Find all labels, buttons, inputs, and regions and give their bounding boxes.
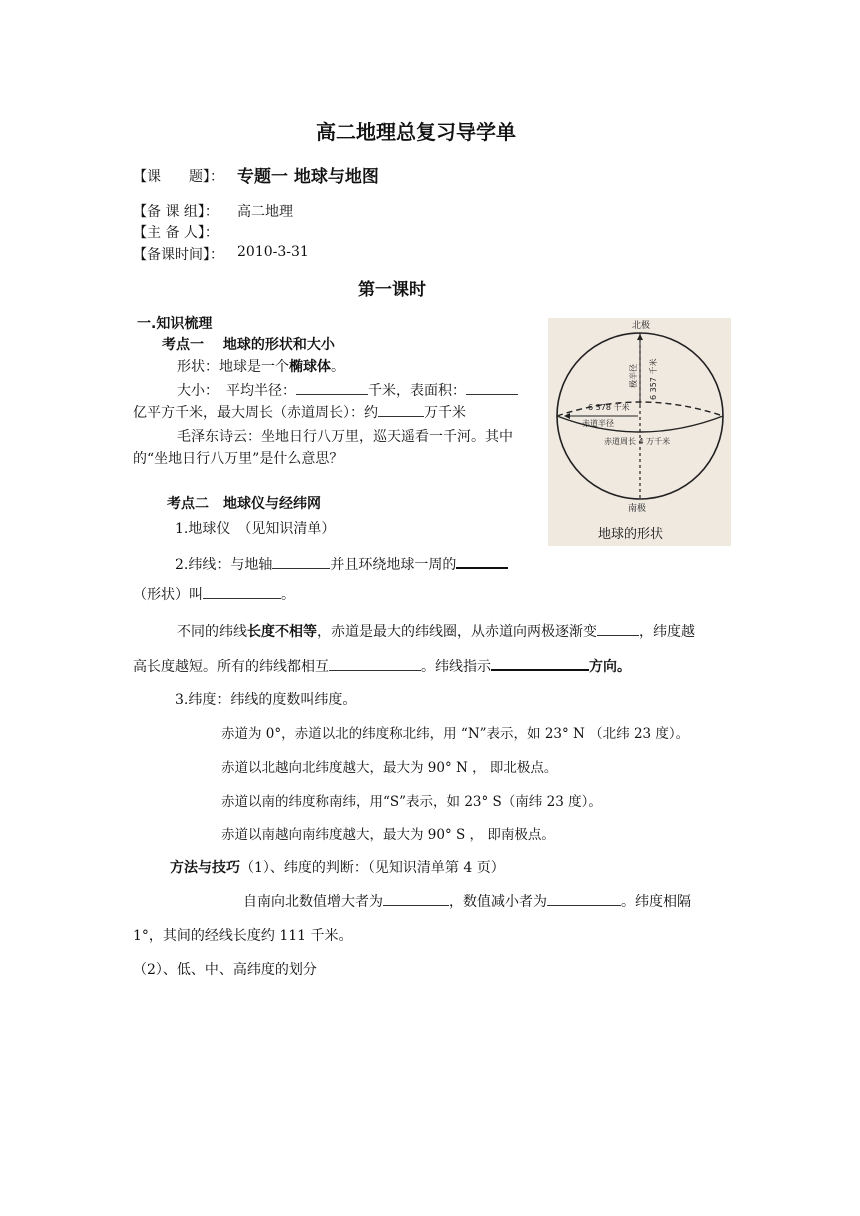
south-lat-blank[interactable] — [547, 891, 621, 906]
section-heading: 一.知识梳理 — [137, 316, 213, 332]
judge-line2: 1°，其间的经线长度约 111 千米。 — [133, 928, 353, 944]
eq-circ-label: 赤道周长 4 万千米 — [604, 437, 671, 446]
para1 — [177, 621, 695, 641]
size-surface: 千米，表面积： — [368, 383, 466, 399]
item2-text-b: 并且环绕地球一周的 — [330, 557, 457, 573]
item2-text-d: 。 — [281, 587, 295, 603]
lat-line3: 赤道以南的纬度称南纬，用“S”表示，如 23° S（南纬 23 度）。 — [221, 794, 602, 810]
date-value: 2010-3-31 — [237, 244, 309, 260]
method-line — [170, 857, 505, 877]
polar-radius-label: 极半径 — [629, 364, 638, 388]
circ-label: 亿平方千米，最大周长（赤道周长）：约 — [133, 405, 378, 421]
group-value: 高二地理 — [237, 204, 293, 220]
point1-heading: 考点一 地球的形状和大小 — [162, 337, 335, 353]
judge-line — [243, 891, 691, 911]
axis-relation-blank[interactable] — [272, 554, 330, 569]
para2-text-b: 。纬线指示 — [421, 659, 491, 675]
item1: 1.地球仪 （见知识清单） — [175, 521, 336, 537]
shape-suffix: 。 — [331, 359, 345, 375]
change-blank[interactable] — [597, 621, 639, 636]
circ-blank[interactable] — [378, 402, 424, 417]
division-line: （2）、低、中、高纬度的划分 — [133, 962, 317, 978]
page-title: 高二地理总复习导学单 — [316, 120, 516, 144]
para1-text-b: ，赤道是最大的纬线圈，从赤道向两极逐渐变 — [317, 624, 597, 640]
item2-line1 — [175, 553, 508, 574]
para2-text-a: 高长度越短。所有的纬线都相互 — [133, 659, 329, 675]
lesson-heading: 第一课时 — [358, 280, 426, 300]
area-blank[interactable] — [466, 380, 518, 395]
lat-line4: 赤道以南越向南纬度越大，最大为 90° S ， 即南极点。 — [221, 827, 555, 843]
method-bold: 方法与技巧 — [170, 860, 240, 876]
shape-blank[interactable] — [456, 553, 508, 569]
earth-figure — [548, 318, 731, 546]
judge-text-c: 。纬度相隔 — [621, 894, 691, 910]
size-line2 — [133, 402, 466, 422]
size-line1 — [177, 380, 518, 400]
judge-text-b: ，数值减小者为 — [449, 894, 547, 910]
para2 — [133, 655, 631, 676]
item2-text-a: 2.纬线：与地轴 — [175, 557, 273, 573]
judge-text-a: 自南向北数值增大者为 — [243, 894, 383, 910]
arrow-left-icon — [564, 413, 570, 419]
para1-bold: 长度不相等 — [247, 624, 317, 640]
eq-value-label: 6 378 千米 — [588, 403, 630, 412]
radius-blank[interactable] — [296, 380, 368, 395]
relation-blank[interactable] — [329, 656, 421, 671]
date-label: 【备课时间】： — [133, 247, 224, 263]
shape-prefix: 形状：地球是一个 — [177, 359, 289, 375]
polar-value-label: 6 357 千米 — [649, 358, 658, 400]
point2-heading: 考点二 地球仪与经纬网 — [167, 496, 321, 512]
south-pole-label: 南极 — [628, 504, 647, 514]
arrow-up-icon — [637, 334, 643, 340]
topic-label: 【课 题】： — [133, 169, 224, 185]
circ-unit: 万千米 — [424, 405, 466, 421]
north-pole-label: 北极 — [632, 321, 651, 331]
item2-line2 — [133, 584, 295, 604]
shape-bold: 椭球体 — [289, 359, 331, 375]
shape-line — [177, 356, 345, 376]
topic: 专题一 地球与地图 — [237, 167, 379, 187]
author-label: 【主 备 人】： — [133, 225, 219, 241]
para1-text-c: ，纬度越 — [639, 624, 695, 640]
lat-line2: 赤道以北越向北纬度越大，最大为 90° N ， 即北极点。 — [221, 760, 558, 776]
size-label: 大小： 平均半径： — [177, 383, 296, 399]
para1-text-a: 不同的纬线 — [177, 624, 247, 640]
north-lat-blank[interactable] — [383, 891, 449, 906]
name-blank[interactable] — [203, 584, 281, 599]
poem-line2: 的“坐地日行八万里”是什么意思？ — [133, 451, 344, 467]
lat-line1: 赤道为 0°，赤道以北的纬度称北纬，用 “N”表示，如 23° N （北纬 23 度）。 — [221, 726, 690, 742]
group-label: 【备 课 组】： — [133, 204, 219, 220]
direction-blank[interactable] — [491, 655, 589, 671]
method-rest: （1）、纬度的判断：（见知识清单第 4 页） — [240, 860, 505, 876]
item3: 3.纬度：纬线的度数叫纬度。 — [175, 692, 357, 708]
item2-text-c: （形状）叫 — [133, 587, 203, 603]
poem-line1: 毛泽东诗云：坐地日行八万里，巡天遥看一千河。其中 — [177, 429, 513, 445]
eq-radius-label: 赤道半径 — [582, 419, 614, 428]
para2-bold: 方向。 — [589, 659, 631, 675]
figure-caption: 地球的形状 — [598, 527, 664, 542]
earth-diagram — [548, 318, 731, 546]
